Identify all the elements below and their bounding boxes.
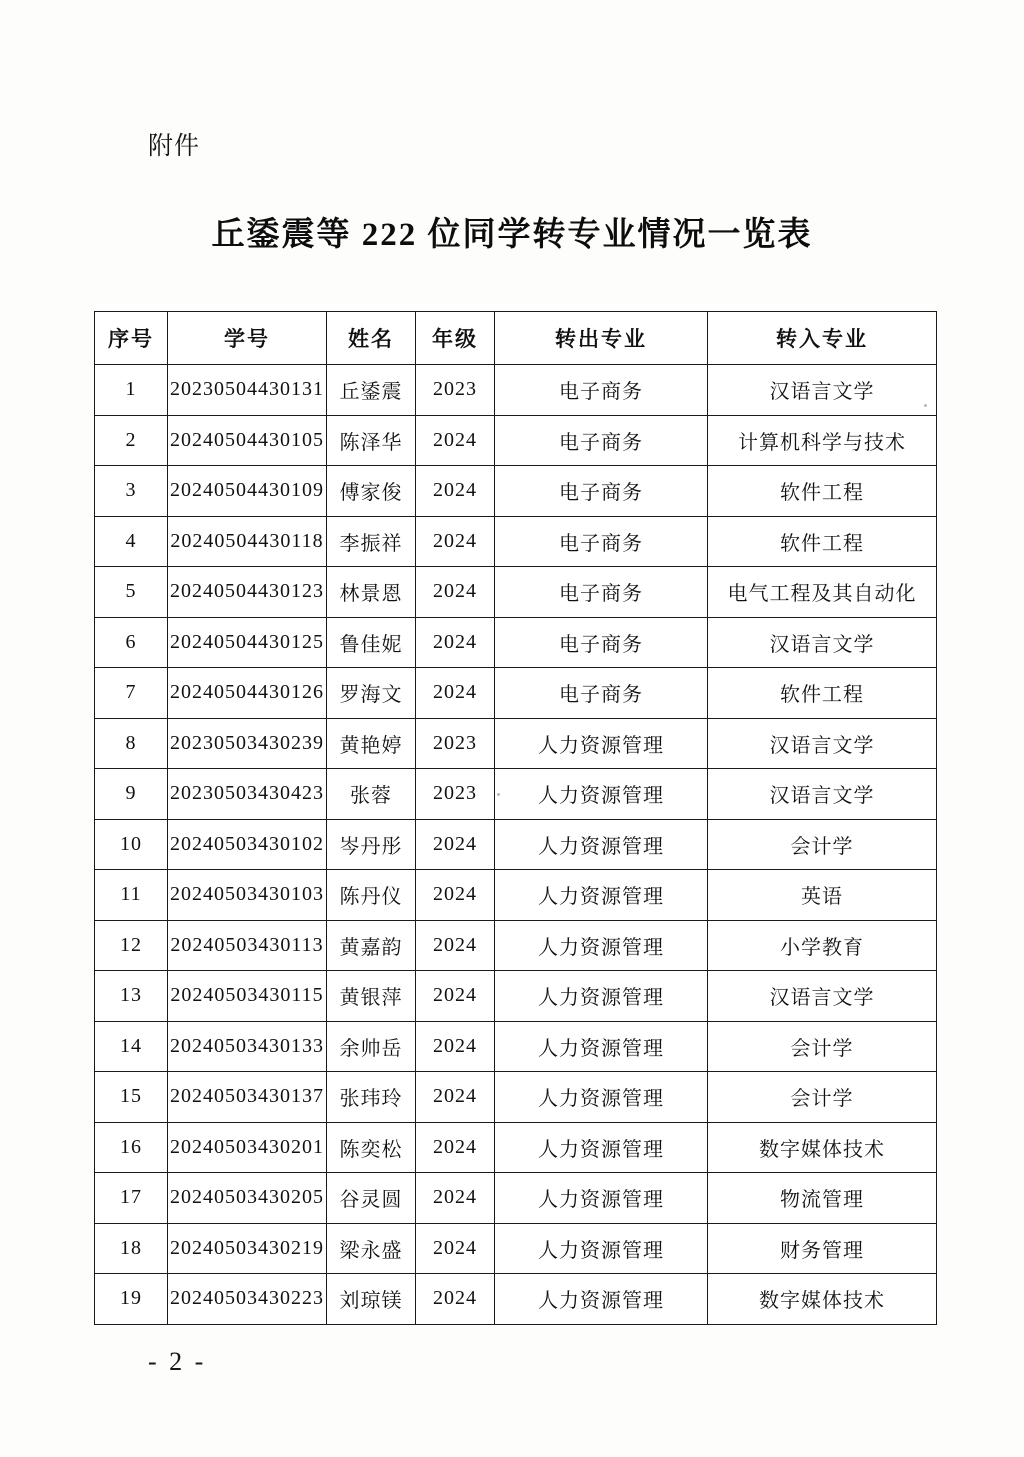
table-header — [95, 312, 937, 365]
cell-name: 李振祥 — [327, 516, 416, 567]
cell-to-major: 英语 — [708, 870, 937, 921]
transfer-table — [94, 311, 937, 1325]
cell-student-id: 20240503430102 — [168, 819, 327, 870]
cell-student-id: 20230503430423 — [168, 769, 327, 820]
cell-grade: 2024 — [416, 1122, 495, 1173]
cell-grade: 2024 — [416, 1173, 495, 1224]
cell-name: 鲁佳妮 — [327, 617, 416, 668]
table-row — [95, 1274, 937, 1325]
cell-student-id: 20240503430115 — [168, 971, 327, 1022]
cell-grade: 2024 — [416, 466, 495, 517]
cell-to-major: 会计学 — [708, 1072, 937, 1123]
cell-grade: 2024 — [416, 617, 495, 668]
cell-index: 15 — [95, 1072, 168, 1123]
cell-from-major: 人力资源管理 — [495, 920, 708, 971]
cell-to-major: 计算机科学与技术 — [708, 415, 937, 466]
cell-to-major: 电气工程及其自动化 — [708, 567, 937, 618]
cell-index: 8 — [95, 718, 168, 769]
table-row — [95, 971, 937, 1022]
cell-to-major: 财务管理 — [708, 1223, 937, 1274]
cell-grade: 2023 — [416, 718, 495, 769]
cell-to-major: 软件工程 — [708, 668, 937, 719]
table-row — [95, 365, 937, 416]
table-row — [95, 1021, 937, 1072]
cell-student-id: 20240503430219 — [168, 1223, 327, 1274]
column-header-index: 序号 — [95, 312, 168, 365]
column-header-name: 姓名 — [327, 312, 416, 365]
cell-student-id: 20230503430239 — [168, 718, 327, 769]
cell-student-id: 20240504430125 — [168, 617, 327, 668]
table-row — [95, 819, 937, 870]
cell-index: 12 — [95, 920, 168, 971]
cell-student-id: 20240504430126 — [168, 668, 327, 719]
cell-grade: 2024 — [416, 971, 495, 1022]
cell-from-major: 人力资源管理 — [495, 718, 708, 769]
table-row — [95, 920, 937, 971]
column-header-student-id: 学号 — [168, 312, 327, 365]
cell-to-major: 物流管理 — [708, 1173, 937, 1224]
cell-index: 7 — [95, 668, 168, 719]
table-row — [95, 1072, 937, 1123]
cell-from-major: 电子商务 — [495, 567, 708, 618]
cell-student-id: 20240503430113 — [168, 920, 327, 971]
cell-name: 刘琼镁 — [327, 1274, 416, 1325]
cell-index: 1 — [95, 365, 168, 416]
table-body — [95, 365, 937, 1325]
cell-from-major: 人力资源管理 — [495, 1072, 708, 1123]
cell-from-major: 人力资源管理 — [495, 819, 708, 870]
cell-from-major: 人力资源管理 — [495, 1223, 708, 1274]
cell-student-id: 20240504430105 — [168, 415, 327, 466]
column-header-grade: 年级 — [416, 312, 495, 365]
cell-index: 6 — [95, 617, 168, 668]
cell-student-id: 20240503430133 — [168, 1021, 327, 1072]
table-row — [95, 668, 937, 719]
cell-to-major: 汉语言文学 — [708, 617, 937, 668]
cell-to-major: 汉语言文学 — [708, 365, 937, 416]
column-header-from-major: 转出专业 — [495, 312, 708, 365]
cell-name: 黄银萍 — [327, 971, 416, 1022]
cell-name: 林景恩 — [327, 567, 416, 618]
cell-student-id: 20240504430123 — [168, 567, 327, 618]
cell-student-id: 20240503430103 — [168, 870, 327, 921]
cell-index: 18 — [95, 1223, 168, 1274]
cell-index: 17 — [95, 1173, 168, 1224]
cell-from-major: 电子商务 — [495, 617, 708, 668]
cell-grade: 2024 — [416, 1072, 495, 1123]
cell-index: 9 — [95, 769, 168, 820]
cell-index: 13 — [95, 971, 168, 1022]
table-row — [95, 415, 937, 466]
cell-to-major: 汉语言文学 — [708, 971, 937, 1022]
cell-index: 5 — [95, 567, 168, 618]
table-row — [95, 1223, 937, 1274]
cell-index: 2 — [95, 415, 168, 466]
cell-grade: 2024 — [416, 819, 495, 870]
cell-name: 黄嘉韵 — [327, 920, 416, 971]
cell-name: 黄艳婷 — [327, 718, 416, 769]
cell-from-major: 人力资源管理 — [495, 1274, 708, 1325]
table-row — [95, 769, 937, 820]
cell-grade: 2024 — [416, 1274, 495, 1325]
cell-grade: 2024 — [416, 870, 495, 921]
cell-to-major: 会计学 — [708, 1021, 937, 1072]
cell-grade: 2024 — [416, 567, 495, 618]
cell-index: 11 — [95, 870, 168, 921]
cell-name: 陈奕松 — [327, 1122, 416, 1173]
cell-name: 岑丹彤 — [327, 819, 416, 870]
cell-name: 罗海文 — [327, 668, 416, 719]
cell-name: 傅家俊 — [327, 466, 416, 517]
table-row — [95, 567, 937, 618]
cell-to-major: 汉语言文学 — [708, 718, 937, 769]
table-row — [95, 1173, 937, 1224]
cell-to-major: 数字媒体技术 — [708, 1274, 937, 1325]
cell-grade: 2024 — [416, 1223, 495, 1274]
cell-student-id: 20230504430131 — [168, 365, 327, 416]
cell-from-major: 人力资源管理 — [495, 1122, 708, 1173]
cell-grade: 2023 — [416, 365, 495, 416]
cell-index: 19 — [95, 1274, 168, 1325]
cell-to-major: 汉语言文学 — [708, 769, 937, 820]
cell-name: 谷灵圆 — [327, 1173, 416, 1224]
paper-speck — [497, 793, 500, 796]
cell-from-major: 电子商务 — [495, 516, 708, 567]
cell-index: 4 — [95, 516, 168, 567]
table-row — [95, 617, 937, 668]
cell-student-id: 20240503430205 — [168, 1173, 327, 1224]
page-title: 丘鋈震等 222 位同学转专业情况一览表 — [211, 217, 813, 253]
cell-grade: 2024 — [416, 1021, 495, 1072]
cell-student-id: 20240504430109 — [168, 466, 327, 517]
cell-name: 张蓉 — [327, 769, 416, 820]
cell-name: 陈丹仪 — [327, 870, 416, 921]
cell-to-major: 软件工程 — [708, 516, 937, 567]
table-row — [95, 466, 937, 517]
cell-from-major: 电子商务 — [495, 668, 708, 719]
cell-to-major: 数字媒体技术 — [708, 1122, 937, 1173]
page-number: - 2 - — [148, 1347, 207, 1376]
cell-index: 10 — [95, 819, 168, 870]
cell-from-major: 人力资源管理 — [495, 971, 708, 1022]
cell-from-major: 人力资源管理 — [495, 870, 708, 921]
cell-grade: 2024 — [416, 415, 495, 466]
table-row — [95, 870, 937, 921]
cell-grade: 2023 — [416, 769, 495, 820]
table-row — [95, 718, 937, 769]
cell-name: 丘鋈震 — [327, 365, 416, 416]
cell-from-major: 人力资源管理 — [495, 1173, 708, 1224]
cell-to-major: 会计学 — [708, 819, 937, 870]
cell-name: 梁永盛 — [327, 1223, 416, 1274]
table-header-row — [95, 312, 937, 365]
cell-student-id: 20240503430223 — [168, 1274, 327, 1325]
cell-from-major: 电子商务 — [495, 365, 708, 416]
transfer-table-container — [94, 311, 930, 1325]
cell-name: 余帅岳 — [327, 1021, 416, 1072]
cell-index: 3 — [95, 466, 168, 517]
table-row — [95, 1122, 937, 1173]
cell-index: 16 — [95, 1122, 168, 1173]
cell-grade: 2024 — [416, 668, 495, 719]
column-header-to-major: 转入专业 — [708, 312, 937, 365]
cell-to-major: 软件工程 — [708, 466, 937, 517]
cell-from-major: 电子商务 — [495, 415, 708, 466]
cell-grade: 2024 — [416, 920, 495, 971]
paper-speck — [924, 404, 927, 407]
cell-student-id: 20240503430201 — [168, 1122, 327, 1173]
cell-from-major: 人力资源管理 — [495, 1021, 708, 1072]
table-row — [95, 516, 937, 567]
cell-student-id: 20240504430118 — [168, 516, 327, 567]
cell-name: 张玮玲 — [327, 1072, 416, 1123]
cell-from-major: 电子商务 — [495, 466, 708, 517]
cell-student-id: 20240503430137 — [168, 1072, 327, 1123]
cell-grade: 2024 — [416, 516, 495, 567]
cell-index: 14 — [95, 1021, 168, 1072]
cell-name: 陈泽华 — [327, 415, 416, 466]
cell-from-major: 人力资源管理 — [495, 769, 708, 820]
cell-to-major: 小学教育 — [708, 920, 937, 971]
attachment-label: 附件 — [148, 133, 201, 160]
